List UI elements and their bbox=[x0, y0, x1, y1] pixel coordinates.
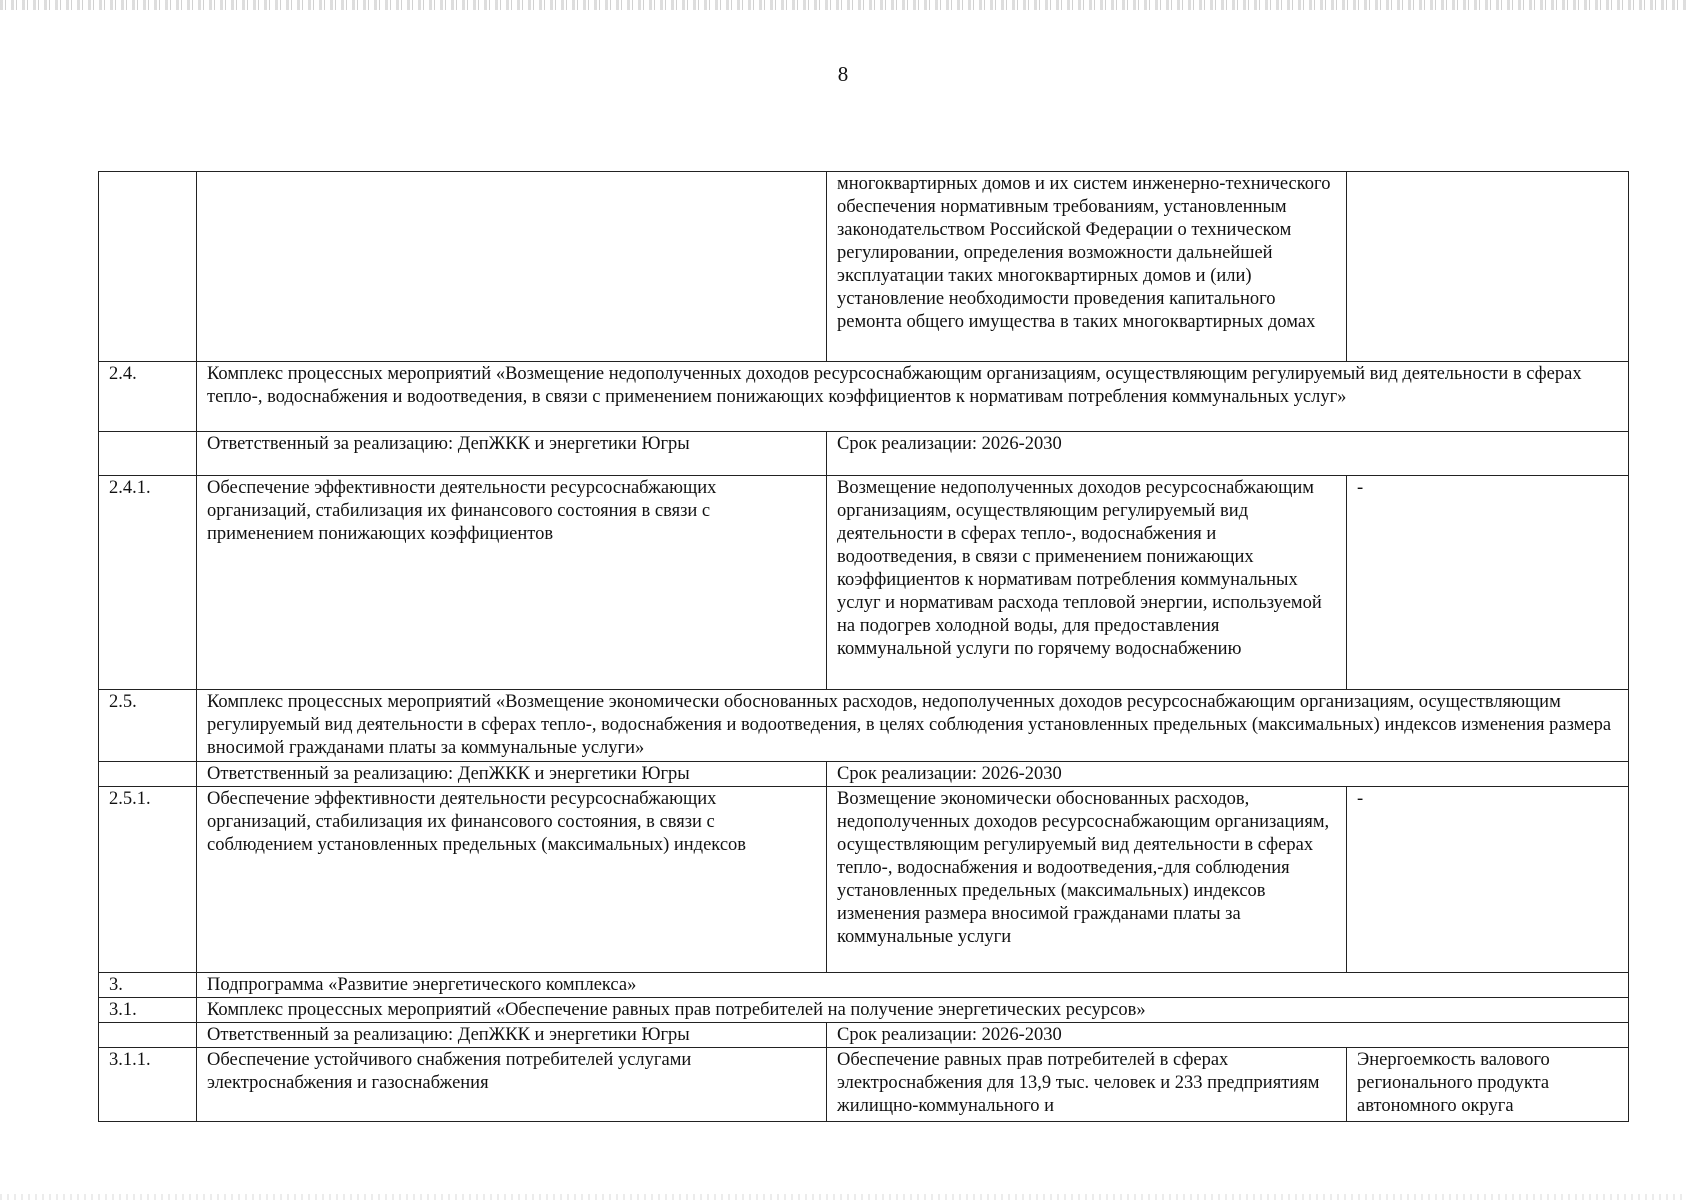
complex-title: Комплекс процессных мероприятий «Возмещение экономически обоснованных расходов, недополученных доходов ресурсоснабжающим организациям, осуществляющим регулируемый вид деятельности в сферах тепло-, водоснабжения и водоотведения, в целях соблюдения установленных предельных (максимальных) индексов изменения размера вносимой гражданами платы за коммунальные услуги» bbox=[197, 690, 1629, 762]
table-row bbox=[99, 432, 1629, 476]
task-cell bbox=[197, 172, 827, 362]
table-row bbox=[99, 973, 1629, 998]
term-cell: Срок реализации: 2026-2030 bbox=[827, 1023, 1629, 1048]
table-row bbox=[99, 787, 1629, 973]
row-number: 2.5.1. bbox=[99, 787, 197, 973]
effect-cell: Обеспечение равных прав потребителей в сферах электроснабжения для 13,9 тыс. человек и 233 предприятиям жилищно-коммунального и bbox=[827, 1048, 1347, 1122]
row-number: 2.5. bbox=[99, 690, 197, 762]
link-cell: Энергоемкость валового регионального продукта автономного округа bbox=[1347, 1048, 1629, 1122]
table-row bbox=[99, 998, 1629, 1023]
task-cell: Обеспечение эффективности деятельности ресурсоснабжающих организаций, стабилизация их финансового состояния в связи с применением понижающих коэффициентов bbox=[197, 476, 827, 690]
subprogram-title: Подпрограмма «Развитие энергетического комплекса» bbox=[197, 973, 1629, 998]
effect-cell: многоквартирных домов и их систем инженерно-технического обеспечения нормативным требованиям, установленным законодательством Российской Федерации о техническом регулировании, определения возможности дальнейшей эксплуатации таких многоквартирных домов и (или) установление необходимости проведения капитального ремонта общего имущества в таких многоквартирных домах bbox=[827, 172, 1347, 362]
row-number bbox=[99, 432, 197, 476]
task-cell: Обеспечение эффективности деятельности ресурсоснабжающих организаций, стабилизация их финансового состояния, в связи с соблюдением установленных предельных (максимальных) индексов bbox=[197, 787, 827, 973]
link-cell: - bbox=[1347, 787, 1629, 973]
term-cell: Срок реализации: 2026-2030 bbox=[827, 432, 1629, 476]
row-number: 3.1. bbox=[99, 998, 197, 1023]
link-cell: - bbox=[1347, 476, 1629, 690]
table-row bbox=[99, 690, 1629, 762]
row-number: 2.4. bbox=[99, 362, 197, 432]
complex-title: Комплекс процессных мероприятий «Возмещение недополученных доходов ресурсоснабжающим организациям, осуществляющим регулируемый вид деятельности в сферах тепло-, водоснабжения и водоотведения, в связи с применением понижающих коэффициентов к нормативам потребления коммунальных услуг» bbox=[197, 362, 1629, 432]
scan-edge-bottom bbox=[0, 1194, 1686, 1200]
row-number: 3.1.1. bbox=[99, 1048, 197, 1122]
page-number: 8 bbox=[837, 62, 849, 86]
table-row bbox=[99, 172, 1629, 362]
scan-edge-top bbox=[0, 0, 1686, 10]
link-cell bbox=[1347, 172, 1629, 362]
table-row bbox=[99, 476, 1629, 690]
row-number bbox=[99, 762, 197, 787]
table-row bbox=[99, 762, 1629, 787]
effect-cell: Возмещение экономически обоснованных расходов, недополученных доходов ресурсоснабжающим организациям, осуществляющим регулируемый вид деятельности в сферах тепло-, водоснабжения и водоотведения,-для соблюдения установленных предельных (максимальных) индексов изменения размера вносимой гражданами платы за коммунальные услуги bbox=[827, 787, 1347, 973]
table-row bbox=[99, 362, 1629, 432]
responsible-cell: Ответственный за реализацию: ДепЖКК и энергетики Югры bbox=[197, 762, 827, 787]
effect-cell: Возмещение недополученных доходов ресурсоснабжающим организациям, осуществляющим регулируемый вид деятельности в сферах тепло-, водоснабжения и водоотведения, в связи с применением понижающих коэффициентов к нормативам потребления коммунальных услуг и нормативам расхода тепловой энергии, используемой на подогрев холодной воды, для предоставления коммунальной услуги по горячему водоснабжению bbox=[827, 476, 1347, 690]
responsible-cell: Ответственный за реализацию: ДепЖКК и энергетики Югры bbox=[197, 1023, 827, 1048]
row-number: 2.4.1. bbox=[99, 476, 197, 690]
table-row bbox=[99, 1048, 1629, 1122]
row-number bbox=[99, 172, 197, 362]
row-number: 3. bbox=[99, 973, 197, 998]
program-table bbox=[98, 171, 1629, 1122]
task-cell: Обеспечение устойчивого снабжения потребителей услугами электроснабжения и газоснабжения bbox=[197, 1048, 827, 1122]
row-number bbox=[99, 1023, 197, 1048]
term-cell: Срок реализации: 2026-2030 bbox=[827, 762, 1629, 787]
complex-title: Комплекс процессных мероприятий «Обеспечение равных прав потребителей на получение энергетических ресурсов» bbox=[197, 998, 1629, 1023]
table-row bbox=[99, 1023, 1629, 1048]
responsible-cell: Ответственный за реализацию: ДепЖКК и энергетики Югры bbox=[197, 432, 827, 476]
